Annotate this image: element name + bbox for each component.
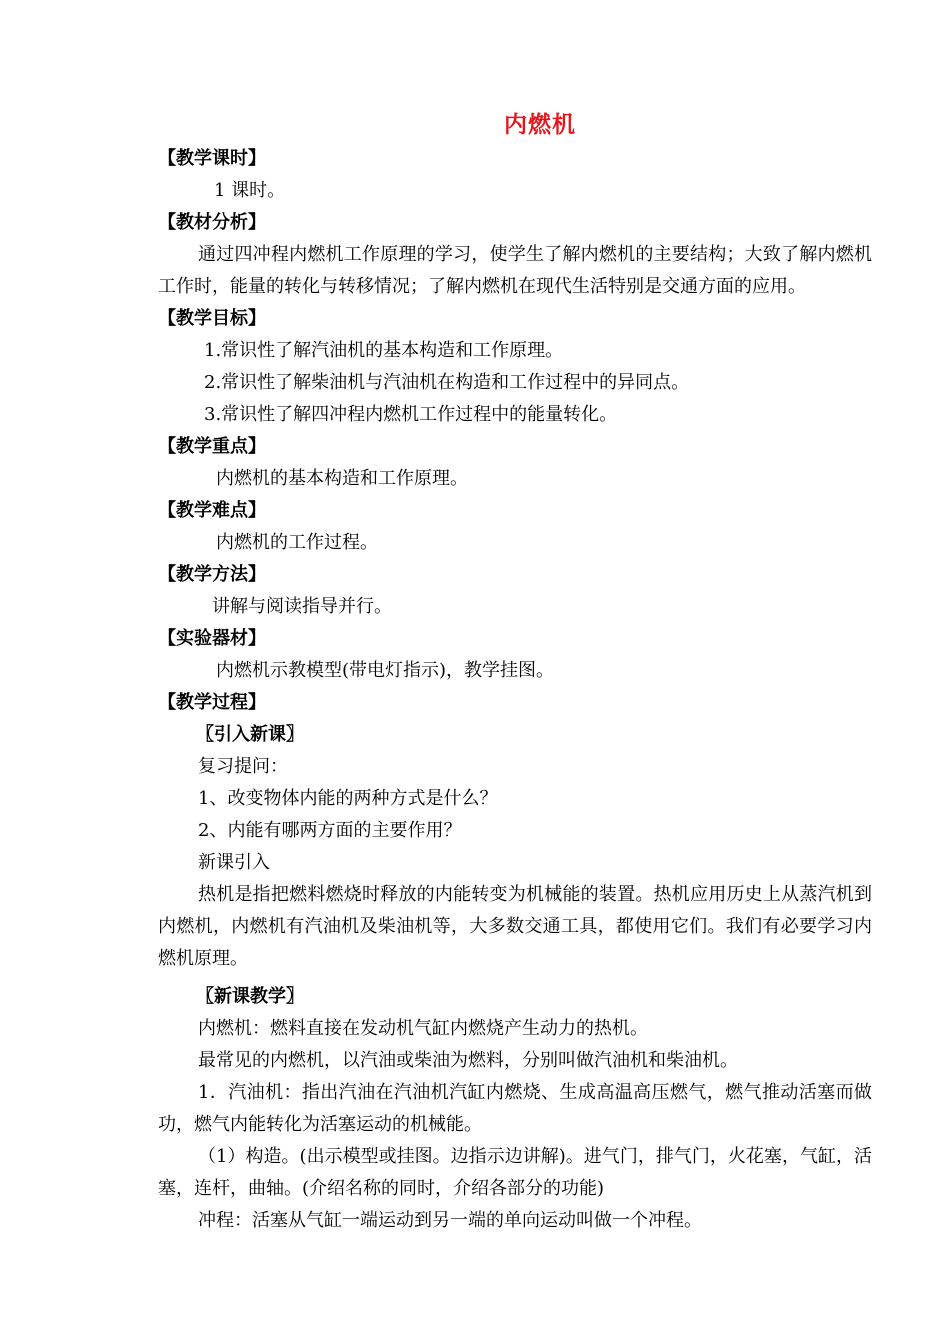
key-points-text: 内燃机的基本构造和工作原理。 [216,468,468,489]
heading-class-hours: 【教学课时】 [158,148,266,169]
intro-paragraph: 热机是指把燃料燃烧时释放的内能转变为机械能的装置。热机应用历史上从蒸汽机到内燃机，内燃机有汽油机及柴油机等，大多数交通工具，都使用它们。我们有必要学习内燃机原理。 [158,884,872,969]
class-hours-text: 1 课时。 [214,180,286,201]
new-lesson-label: 新课引入 [198,852,270,873]
gasoline-engine-text: 1．汽油机：指出汽油在汽油机汽缸内燃烧、生成高温高压燃气，燃气推动活塞而做功，燃气内能转化为活塞运动的机械能。 [158,1082,872,1135]
subheading-teaching: 〖新课教学〗 [196,986,304,1007]
equipment-text: 内燃机示教模型(带电灯指示)，教学挂图。 [216,660,555,681]
methods-text: 讲解与阅读指导并行。 [212,596,392,617]
review-question-1: 1、改变物体内能的两种方式是什么？ [198,788,498,809]
heading-methods: 【教学方法】 [158,564,266,585]
stroke-text: 冲程：活塞从气缸一端运动到另一端的单向运动叫做一个冲程。 [198,1210,702,1231]
heading-key-points: 【教学重点】 [158,436,266,457]
heading-objectives: 【教学目标】 [158,308,266,329]
common-engines-text: 最常见的内燃机，以汽油或柴油为燃料，分别叫做汽油机和柴油机。 [198,1050,738,1071]
review-label: 复习提问： [198,756,288,777]
heading-equipment: 【实验器材】 [158,628,266,649]
difficulties-text: 内燃机的工作过程。 [216,532,378,553]
definition-text: 内燃机：燃料直接在发动机气缸内燃烧产生动力的热机。 [198,1018,648,1039]
page-title: 内燃机 [504,111,576,138]
heading-difficulties: 【教学难点】 [158,500,266,521]
material-analysis-text: 通过四冲程内燃机工作原理的学习，使学生了解内燃机的主要结构；大致了解内燃机工作时，能量的转化与转移情况；了解内燃机在现代生活特别是交通方面的应用。 [158,244,872,297]
subheading-intro: 〖引入新课〗 [196,724,304,745]
structure-text: （1）构造。(出示模型或挂图。边指示边讲解)。进气门，排气门，火花塞，气缸，活塞，连杆，曲轴。(介绍名称的同时，介绍各部分的功能) [158,1146,872,1199]
heading-material-analysis: 【教材分析】 [158,212,266,233]
document-body [158,143,872,1237]
objective-item-3: 3.常识性了解四冲程内燃机工作过程中的能量转化。 [204,404,618,425]
heading-process: 【教学过程】 [158,692,266,713]
objective-item-2: 2.常识性了解柴油机与汽油机在构造和工作过程中的异同点。 [204,372,690,393]
review-question-2: 2、内能有哪两方面的主要作用？ [198,820,462,841]
objective-item-1: 1.常识性了解汽油机的基本构造和工作原理。 [204,340,564,361]
